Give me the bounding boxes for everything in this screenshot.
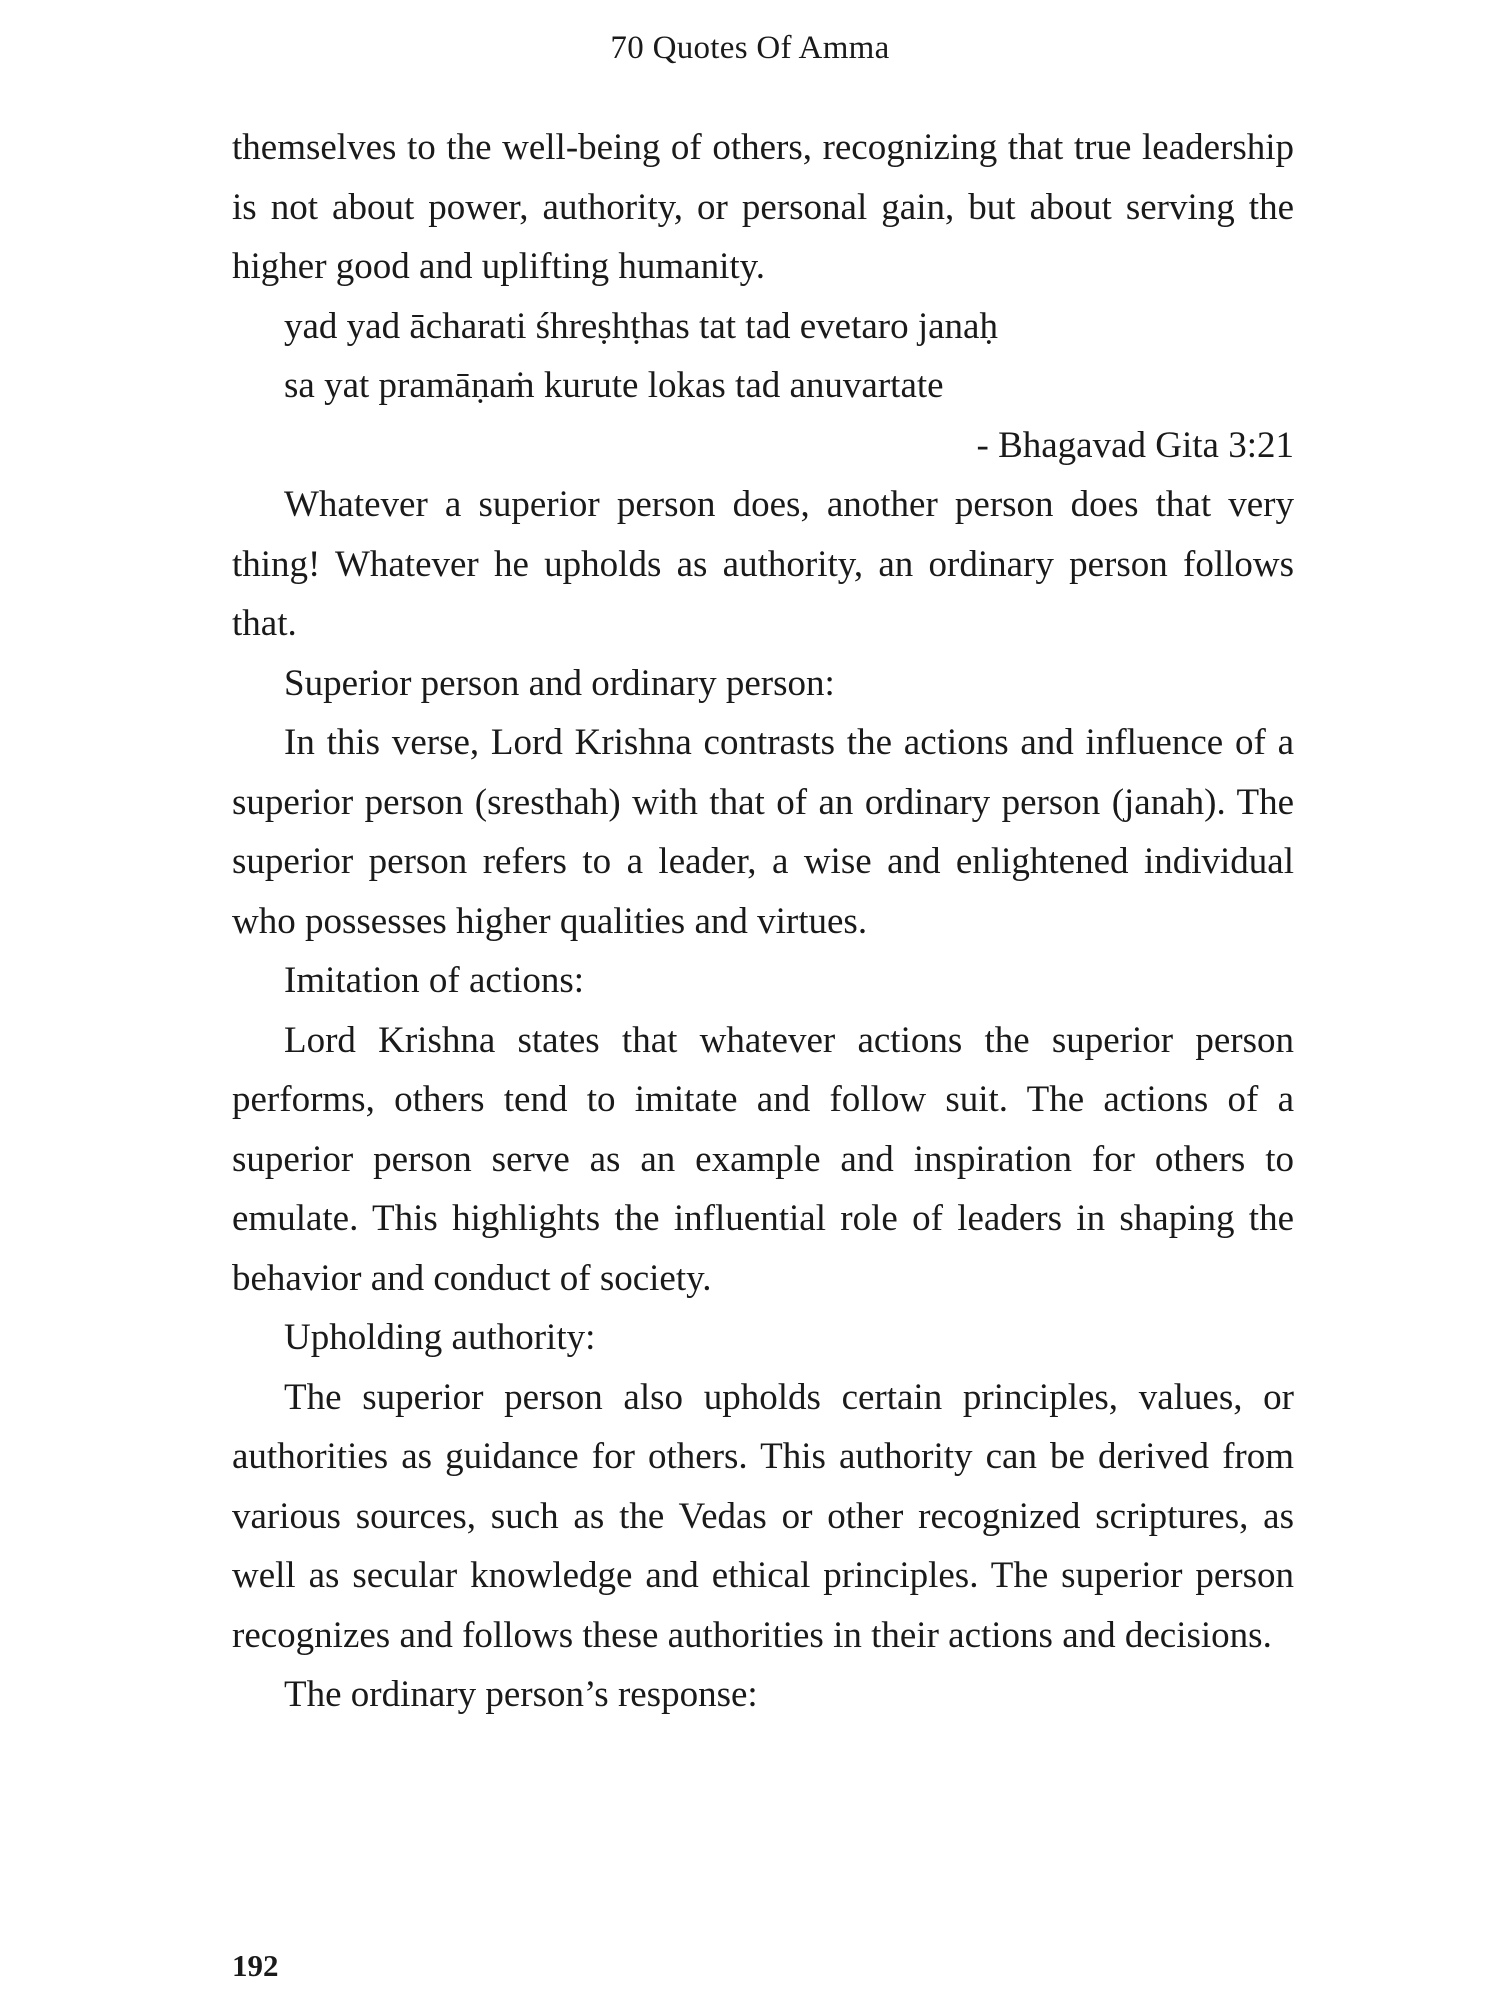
verse-translation: Whatever a superior person does, another person does that very thing! Whatever he upholds as authority, an ordinary person follows that. — [232, 484, 1294, 644]
paragraph-contrast: In this verse, Lord Krishna contrasts the actions and influence of a superior person (sresthah) with that of an ordinary person (janah). The superior person refers to a leader, a wise and enlightened individual who possesses higher qualities and virtues. — [232, 722, 1294, 942]
section-heading-imitation: Imitation of actions: — [284, 960, 585, 1001]
section-heading-authority: Upholding authority: — [284, 1317, 596, 1358]
page-body — [232, 118, 1294, 1725]
verse-line-1: yad yad ācharati śhreṣhṭhas tat tad evetaro janaḥ — [284, 305, 998, 347]
verse-line-2: sa yat pramāṇaṁ kurute lokas tad anuvartate — [284, 365, 944, 406]
paragraph-continuation: themselves to the well-being of others, recognizing that true leadership is not about power, authority, or personal gain, but about serving the higher good and uplifting humanity. — [232, 127, 1294, 287]
section-heading-superior-ordinary: Superior person and ordinary person: — [284, 662, 835, 704]
paragraph-imitation: Lord Krishna states that whatever actions the superior person performs, others tend to imitate and follow suit. The actions of a superior person serve as an example and inspiration for others to emulate. This highlights the influential role of leaders in shaping the behavior and conduct of society. — [232, 1019, 1294, 1299]
verse-citation: - Bhagavad Gita 3:21 — [976, 424, 1294, 466]
page-number: 192 — [232, 1948, 279, 1983]
running-title: 70 Quotes Of Amma — [610, 30, 890, 66]
paragraph-authority: The superior person also upholds certain principles, values, or authorities as guidance for others. This authority can be derived from various sources, such as the Vedas or other recognized scriptures, as well as secular knowledge and ethical principles. The superior person recognizes and follows these authorities in their actions and decisions. — [232, 1376, 1294, 1656]
section-heading-ordinary-response: The ordinary person’s response: — [284, 1674, 758, 1715]
